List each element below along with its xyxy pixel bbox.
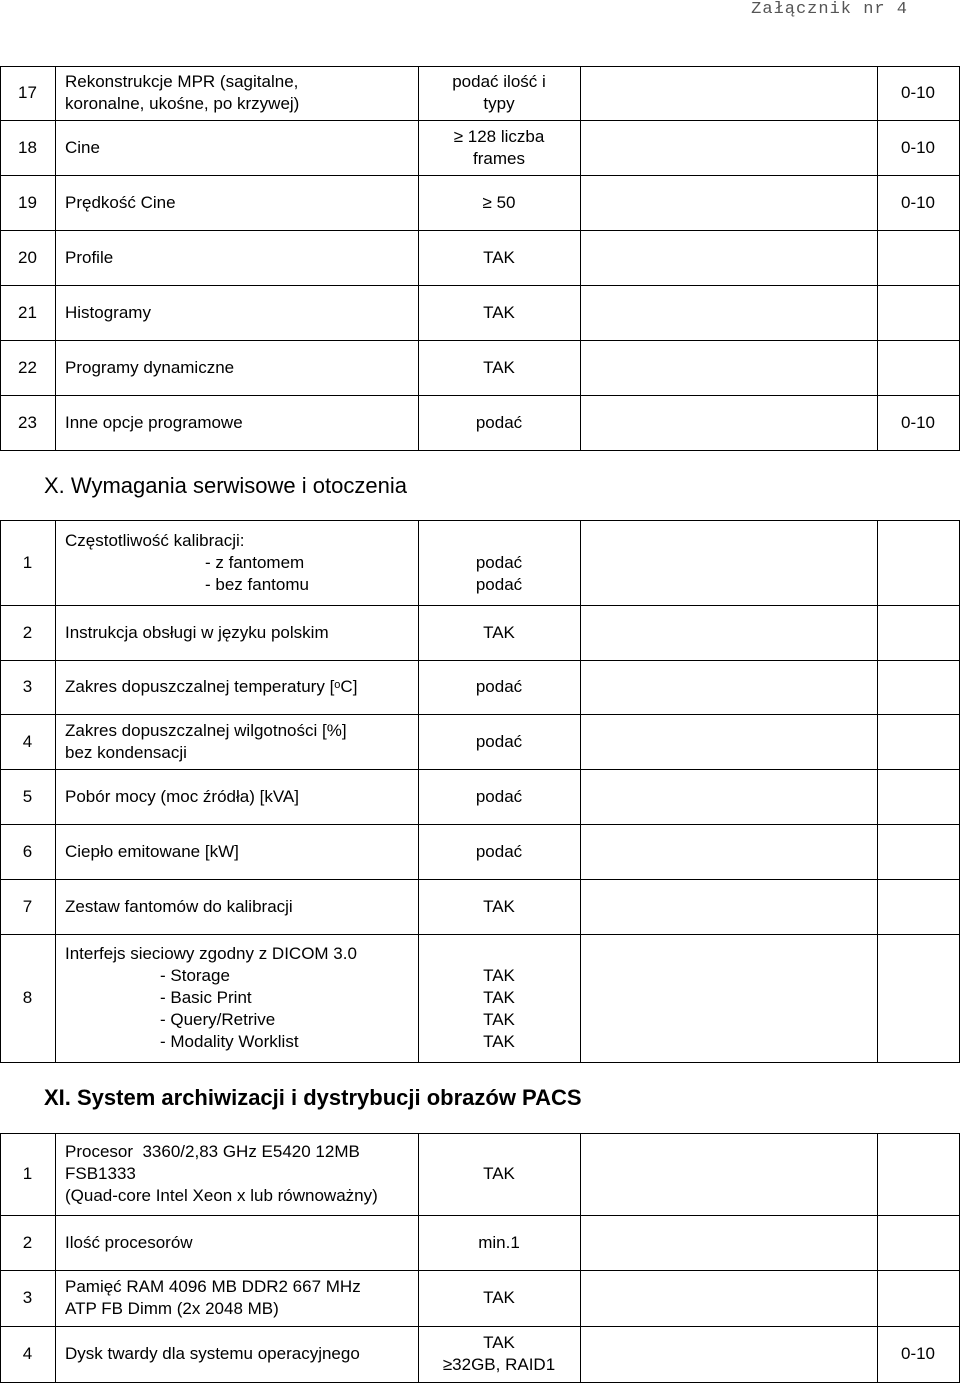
row-name: Programy dynamiczne [65,357,235,377]
row-name: Cine [65,137,100,157]
row-score: 0-10 [900,412,936,432]
row-requirement: podać [475,412,523,432]
row-name-subitem: - z fantomem [205,552,305,572]
row-name: Prędkość Cine [65,192,176,212]
row-number: 5 [22,786,33,806]
row-requirement: TAK [483,357,515,377]
row-requirement [418,934,580,1062]
row-number: 1 [22,1164,33,1183]
row-number: 8 [22,988,33,1007]
row-name: Zakres dopuszczalnej temperatury [ $^o$ C] [65,677,358,696]
row-name: Inne opcje programowe [65,412,243,432]
section-title: XI. System archiwizacji i dystrybucji obrazów PACS [44,1085,582,1110]
row-name-subitem: - Modality Worklist [160,1032,299,1051]
row-number: 3 [22,1288,33,1307]
row-score: 0-10 [900,83,936,102]
row-number: 2 [22,622,33,642]
row-number: 18 [18,137,37,157]
row-name: Dysk twardy dla systemu operacyjnego [65,1344,360,1363]
row-number: 21 [18,302,37,322]
row-score: 0-10 [900,1344,936,1363]
row-requirement-value: podać [475,552,523,572]
row-requirement: podać [475,786,523,806]
row-requirement: ≥ 50 [482,192,516,212]
annex-label: Załącznik nr 4 [751,0,908,19]
row-name: Pamięć RAM 4096 MB DDR2 667 MHz ATP FB Dimm (2x 2048 MB) [65,1277,361,1318]
row-name: Zakres dopuszczalnej wilgotności [%] bez kondensacji [65,720,347,762]
row-name-text: C] [340,677,358,696]
row-number: 17 [18,83,37,102]
row-requirement: TAK ≥32GB, RAID1 [442,1333,556,1374]
row-requirement-value: podać [475,574,523,594]
row-name [65,520,415,605]
row-number: 6 [22,841,33,861]
row-name-text: Zakres dopuszczalnej temperatury [ [65,677,335,696]
row-requirement: TAK [483,1164,515,1183]
row-number: 1 [22,552,33,572]
row-requirement: TAK [483,1288,515,1307]
row-requirement: podać ilość i typy [452,72,546,113]
row-score [877,285,959,340]
row-number: 19 [18,192,37,212]
row-name: Instrukcja obsługi w języku polskim [65,622,329,642]
row-name: Rekonstrukcje MPR (sagitalne, koronalne, ukośne, po krzywej) [65,72,300,113]
row-number: 4 [22,1344,33,1363]
row-requirement: TAK [483,247,515,267]
row-name-subitem: - Basic Print [160,988,252,1007]
row-requirement-value: TAK [483,966,515,985]
row-number: 2 [22,1232,33,1252]
row-score [877,1133,959,1215]
row-number: 4 [22,731,33,751]
row-score [877,1215,959,1270]
row-name [65,934,415,1062]
row-name: Zestaw fantomów do kalibracji [65,896,293,916]
row-requirement: TAK [483,896,515,916]
row-number: 23 [18,412,37,432]
row-number: 3 [22,677,33,696]
row-name: Ciepło emitowane [kW] [65,841,239,861]
row-name-title: Częstotliwość kalibracji: [65,530,245,550]
row-score: 0-10 [900,192,936,212]
row-score [877,340,959,395]
row-name-subitem: - Storage [160,966,230,985]
row-requirement: podać [475,841,523,861]
row-requirement: ≥ 128 liczba frames [453,126,545,168]
row-name-title: Interfejs sieciowy zgodny z DICOM 3.0 [65,944,357,963]
row-number: 22 [18,357,37,377]
row-name: Procesor 3360/2,83 GHz E5420 12MB FSB1333 (Quad-core Intel Xeon x lub równoważny) [65,1142,378,1205]
row-score: 0-10 [900,137,936,157]
row-requirement-value: TAK [483,988,515,1007]
row-requirement [418,520,580,605]
row-name: Ilość procesorów [65,1232,193,1252]
row-requirement-value: TAK [483,1032,515,1051]
row-name-subitem: - bez fantomu [205,574,309,594]
row-requirement: min.1 [478,1232,520,1252]
row-number: 20 [18,247,37,267]
row-name: Profile [65,247,114,267]
row-score [877,1270,959,1326]
row-name: Pobór mocy (moc źródła) [kVA] [65,786,299,806]
row-requirement-value: TAK [483,1010,515,1029]
row-requirement: podać [475,677,523,696]
row-requirement: TAK [483,622,515,642]
row-score [877,230,959,285]
row-requirement: podać [475,731,523,751]
row-name-subitem: - Query/Retrive [160,1010,276,1029]
row-name: Histogramy [65,302,151,322]
row-number: 7 [22,896,33,916]
section-title: X. Wymagania serwisowe i otoczenia [44,473,407,498]
row-requirement: TAK [483,302,515,322]
